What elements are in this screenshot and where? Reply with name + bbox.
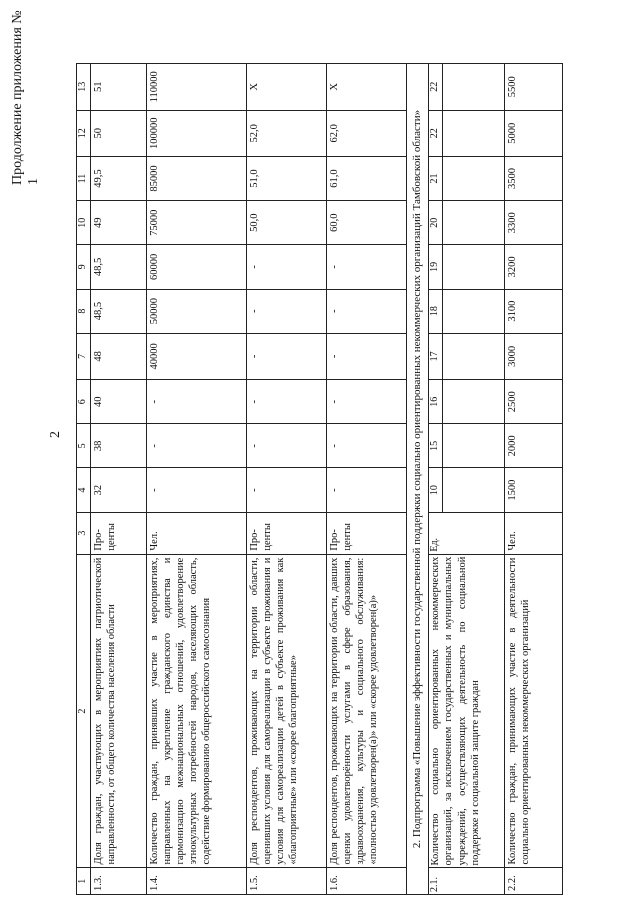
value-cell: 40000 [146,333,246,379]
col-number: 13 [77,64,91,111]
value-cell: 38 [90,424,146,468]
value-cell: 50 [90,110,146,156]
value-cell: 3100 [504,289,562,333]
value-cell: - [246,468,326,512]
value-cell: 2500 [504,380,562,424]
value-cell: - [246,245,326,289]
value-cell: 5500 [504,64,562,111]
value-cell: 1500 [504,468,562,512]
col-number: 3 [77,512,91,554]
table-row [429,64,443,895]
col-number: 7 [77,333,91,379]
col-number: 1 [77,868,91,895]
col-number: 18 [429,289,443,333]
indicator-text: Количество граждан, принявших участие в мероприятиях, направленных на укрепление гражданского единства и гармонизацию межнациональных отношений, удовлетворение этнокультурных потребностей народов, населяющих область, содействие формированию общероссийского самосознания [146,554,246,868]
col-number: 15 [429,424,443,468]
col-number: 8 [77,289,91,333]
value-cell: 51 [90,64,146,111]
value-cell: 52,0 [246,110,326,156]
col-number: 17 [429,333,443,379]
indicator-text: Количество граждан, принимающих участие в деятельности социально ориентированных некоммерческих организаций [504,554,562,868]
col-number: 5 [77,424,91,468]
unit-cell: Ед. [429,512,505,554]
col-number: 22 [429,110,443,156]
value-cell: 100000 [146,110,246,156]
value-cell: 51,0 [246,156,326,200]
value-cell: - [326,424,406,468]
col-number: 2 [77,554,91,868]
value-cell: 32 [90,468,146,512]
value-cell: - [246,289,326,333]
value-cell: Х [326,64,406,111]
table-row [246,64,326,895]
value-cell: - [246,424,326,468]
value-cell: 48 [90,333,146,379]
value-cell: 50000 [146,289,246,333]
row-number: 2.1. [429,868,505,895]
value-cell: 3200 [504,245,562,289]
col-number: 10 [77,201,91,245]
value-cell: 75000 [146,201,246,245]
value-cell: 40 [90,380,146,424]
value-cell: 110000 [146,64,246,111]
col-number: 10 [429,468,443,512]
row-number: 1.6. [326,868,406,895]
value-cell: - [246,380,326,424]
value-cell: 3500 [504,156,562,200]
table-row [326,64,406,895]
value-cell: 60,0 [326,201,406,245]
value-cell: Х [246,64,326,111]
value-cell: 62,0 [326,110,406,156]
value-cell: 60000 [146,245,246,289]
table-row [90,64,146,895]
value-cell: - [326,380,406,424]
value-cell: 49 [90,201,146,245]
col-number: 22 [429,64,443,111]
column-number-row [77,64,91,895]
value-cell: - [326,333,406,379]
value-cell: 3000 [504,333,562,379]
page-number: 2 [48,431,63,438]
value-cell: - [246,333,326,379]
appendix-continuation-header: Продолжение приложения № 1 [10,10,41,185]
col-number: 12 [77,110,91,156]
value-cell: 48,5 [90,289,146,333]
unit-cell: Про-центы [246,512,326,554]
value-cell: 49,5 [90,156,146,200]
row-number: 2.2. [504,868,562,895]
unit-cell: Чел. [504,512,562,554]
value-cell: 85000 [146,156,246,200]
value-cell: - [146,468,246,512]
value-cell: 2000 [504,424,562,468]
value-cell: - [326,468,406,512]
value-cell: 61,0 [326,156,406,200]
indicator-text: Доля респондентов, проживающих на территории области, давших оценки удовлетворённости услугами в сфере образования, здравоохранения, культуры и социального обслуживания: «полностью удовлетворен(а)» или «скорее удовлетворен(а)» [326,554,406,868]
indicator-text: Доля граждан, участвующих в мероприятиях патриотической направленности, от общего количества населения области [90,554,146,868]
section-heading-row [406,64,429,895]
table-row [504,64,562,895]
indicators-table [76,63,563,895]
value-cell: 3300 [504,201,562,245]
value-cell: 5000 [504,110,562,156]
col-number: 16 [429,380,443,424]
unit-cell: Про-центы [90,512,146,554]
row-number: 1.4. [146,868,246,895]
indicator-text: Доля респондентов, проживающих на территории области, оценивших условия для самореализации в субъекте проживания и условия для самореализации детей в субъекте проживания как «благоприятные» или «скорее благоприятные» [246,554,326,868]
col-number: 20 [429,201,443,245]
value-cell: 48,5 [90,245,146,289]
section-2-title: 2. Подпрограмма «Повышение эффективности государственной поддержки социально ориентированных некоммерческих организаций Тамбовской области» [406,64,429,895]
col-number: 11 [77,156,91,200]
row-number: 1.3. [90,868,146,895]
value-cell: 50,0 [246,201,326,245]
unit-cell: Чел. [146,512,246,554]
table-row [146,64,246,895]
col-number: 4 [77,468,91,512]
value-cell: - [326,245,406,289]
indicator-text: Количество социально ориентированных некоммерческих организаций, за исключением государственных и муниципальных учреждений, осуществляющих деятельность по социальной поддержке и социальной защите граждан [429,554,505,868]
col-number: 6 [77,380,91,424]
col-number: 9 [77,245,91,289]
value-cell: - [146,380,246,424]
col-number: 19 [429,245,443,289]
col-number: 21 [429,156,443,200]
value-cell: - [146,424,246,468]
unit-cell: Про-центы [326,512,406,554]
row-number: 1.5. [246,868,326,895]
value-cell: - [326,289,406,333]
